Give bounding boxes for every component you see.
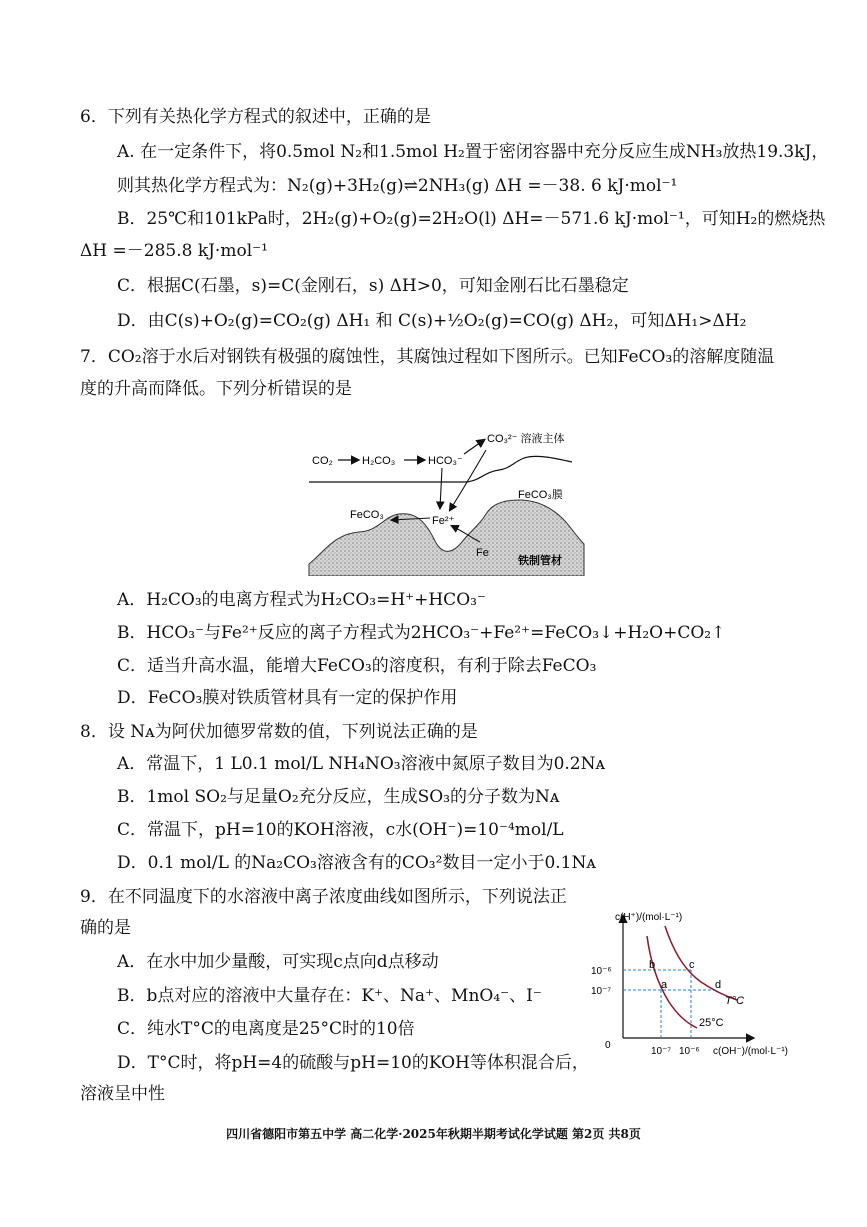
q7-option-d: D．FeCO₃膜对铁质管材具有一定的保护作用 — [117, 688, 458, 708]
q8-option-b: B．1mol SO₂与足量O₂充分反应，生成SO₃的分子数为Nᴀ — [117, 787, 560, 807]
curve-25c-label: 25°C — [699, 1017, 724, 1029]
ion-concentration-graph — [585, 906, 825, 1066]
q6-option-c: C．根据C(石墨，s)=C(金刚石，s) ΔH>0，可知金刚石比石墨稳定 — [117, 276, 629, 296]
x-tick-1e-7: 10⁻⁷ — [651, 1046, 672, 1057]
q9-stem-line2: 确的是 — [80, 918, 131, 938]
q9-option-d-line1: D．T°C时，将pH=4的硫酸与pH=10的KOH等体积混合后， — [117, 1053, 589, 1073]
q9-option-b: B．b点对应的溶液中大量存在：K⁺、Na⁺、MnO₄⁻、I⁻ — [117, 986, 542, 1006]
q6-option-d: D．由C(s)+O₂(g)=CO₂(g) ΔH₁ 和 C(s)+½O₂(g)=CO(g) ΔH₂，可知ΔH₁>ΔH₂ — [117, 311, 747, 331]
q6-option-b-line2: ΔH =－285.8 kJ·mol⁻¹ — [80, 241, 268, 261]
q7-option-b: B．HCO₃⁻与Fe²⁺反应的离子方程式为2HCO₃⁻+Fe²⁺=FeCO₃↓+H₂O+CO₂↑ — [117, 623, 726, 643]
q8-option-a: A．常温下，1 L0.1 mol/L NH₄NO₃溶液中氮原子数目为0.2Nᴀ — [117, 754, 606, 774]
origin-label: 0 — [605, 1040, 611, 1051]
point-a-label: a — [661, 979, 668, 991]
feco3-label: FeCO₃ — [350, 509, 384, 521]
q9-option-d-line2: 溶液呈中性 — [80, 1084, 165, 1104]
co3-solution-label: CO₃²⁻ 溶液主体 — [487, 433, 565, 445]
curve-25c — [647, 936, 697, 1028]
point-c-label: c — [689, 959, 695, 971]
q7-stem-line2: 度的升高而降低。下列分析错误的是 — [80, 379, 352, 399]
q6-option-b-line1: B．25℃和101kPa时，2H₂(g)+O₂(g)=2H₂O(l) ΔH=－571.6 kJ·mol⁻¹，可知H₂的燃烧热 — [117, 209, 826, 229]
page-footer: 四川省德阳市第五中学 高二化学·2025年秋期半期考试化学试题 第2页 共8页 — [226, 1127, 641, 1141]
y-tick-1e-7: 10⁻⁷ — [591, 986, 612, 997]
q7-option-a: A．H₂CO₃的电离方程式为H₂CO₃=H⁺+HCO₃⁻ — [117, 590, 486, 610]
point-b-label: b — [649, 959, 656, 971]
fe2-label: Fe²⁺ — [432, 515, 455, 527]
q8-option-c: C．常温下，pH=10的KOH溶液，c水(OH⁻)=10⁻⁴mol/L — [117, 820, 564, 840]
q9-option-c: C．纯水T°C的电离度是25°C时的10倍 — [117, 1019, 415, 1039]
q9-stem-line1: 9．在不同温度下的水溶液中离子浓度曲线如图所示，下列说法正 — [80, 887, 567, 907]
fe-label: Fe — [476, 547, 489, 559]
y-axis-label: c(H⁺)/(mol·L⁻¹) — [615, 912, 683, 923]
q8-stem: 8．设 Nᴀ为阿伏加德罗常数的值，下列说法正确的是 — [80, 722, 478, 742]
q8-option-d: D．0.1 mol/L 的Na₂CO₃溶液含有的CO₃²数目一定小于0.1Nᴀ — [117, 853, 596, 873]
q6-option-a-line1: A. 在一定条件下，将0.5mol N₂和1.5mol H₂置于密闭容器中充分反应生成NH₃放热19.3kJ， — [117, 142, 829, 162]
x-tick-1e-6: 10⁻⁶ — [679, 1046, 700, 1057]
feco3-film-label: FeCO₃膜 — [518, 489, 563, 501]
y-tick-1e-6: 10⁻⁶ — [591, 966, 612, 977]
pipe-label: 铁制管材 — [518, 555, 562, 567]
q7-stem-line1: 7．CO₂溶于水后对钢铁有极强的腐蚀性，其腐蚀过程如下图所示。已知FeCO₃的溶解度随温 — [80, 347, 775, 367]
curve-tc-label: T°C — [725, 995, 745, 1007]
corrosion-diagram — [304, 414, 586, 576]
q9-option-a: A．在水中加少量酸，可实现c点向d点移动 — [117, 952, 439, 972]
x-axis-label: c(OH⁻)/(mol·L⁻¹) — [713, 1046, 788, 1057]
q6-option-a-line2: 则其热化学方程式为：N₂(g)+3H₂(g)⇌2NH₃(g) ΔH =－38. 6 kJ·mol⁻¹ — [117, 176, 678, 196]
co2-label: CO₂ — [312, 455, 333, 467]
q6-stem: 6．下列有关热化学方程式的叙述中，正确的是 — [80, 107, 431, 127]
h2co3-label: H₂CO₃ — [362, 455, 396, 467]
q7-option-c: C．适当升高水温，能增大FeCO₃的溶度积，有利于除去FeCO₃ — [117, 656, 597, 676]
point-d-label: d — [715, 979, 722, 991]
hco3-label: HCO₃⁻ — [428, 455, 463, 467]
curve-tc — [665, 926, 737, 1000]
